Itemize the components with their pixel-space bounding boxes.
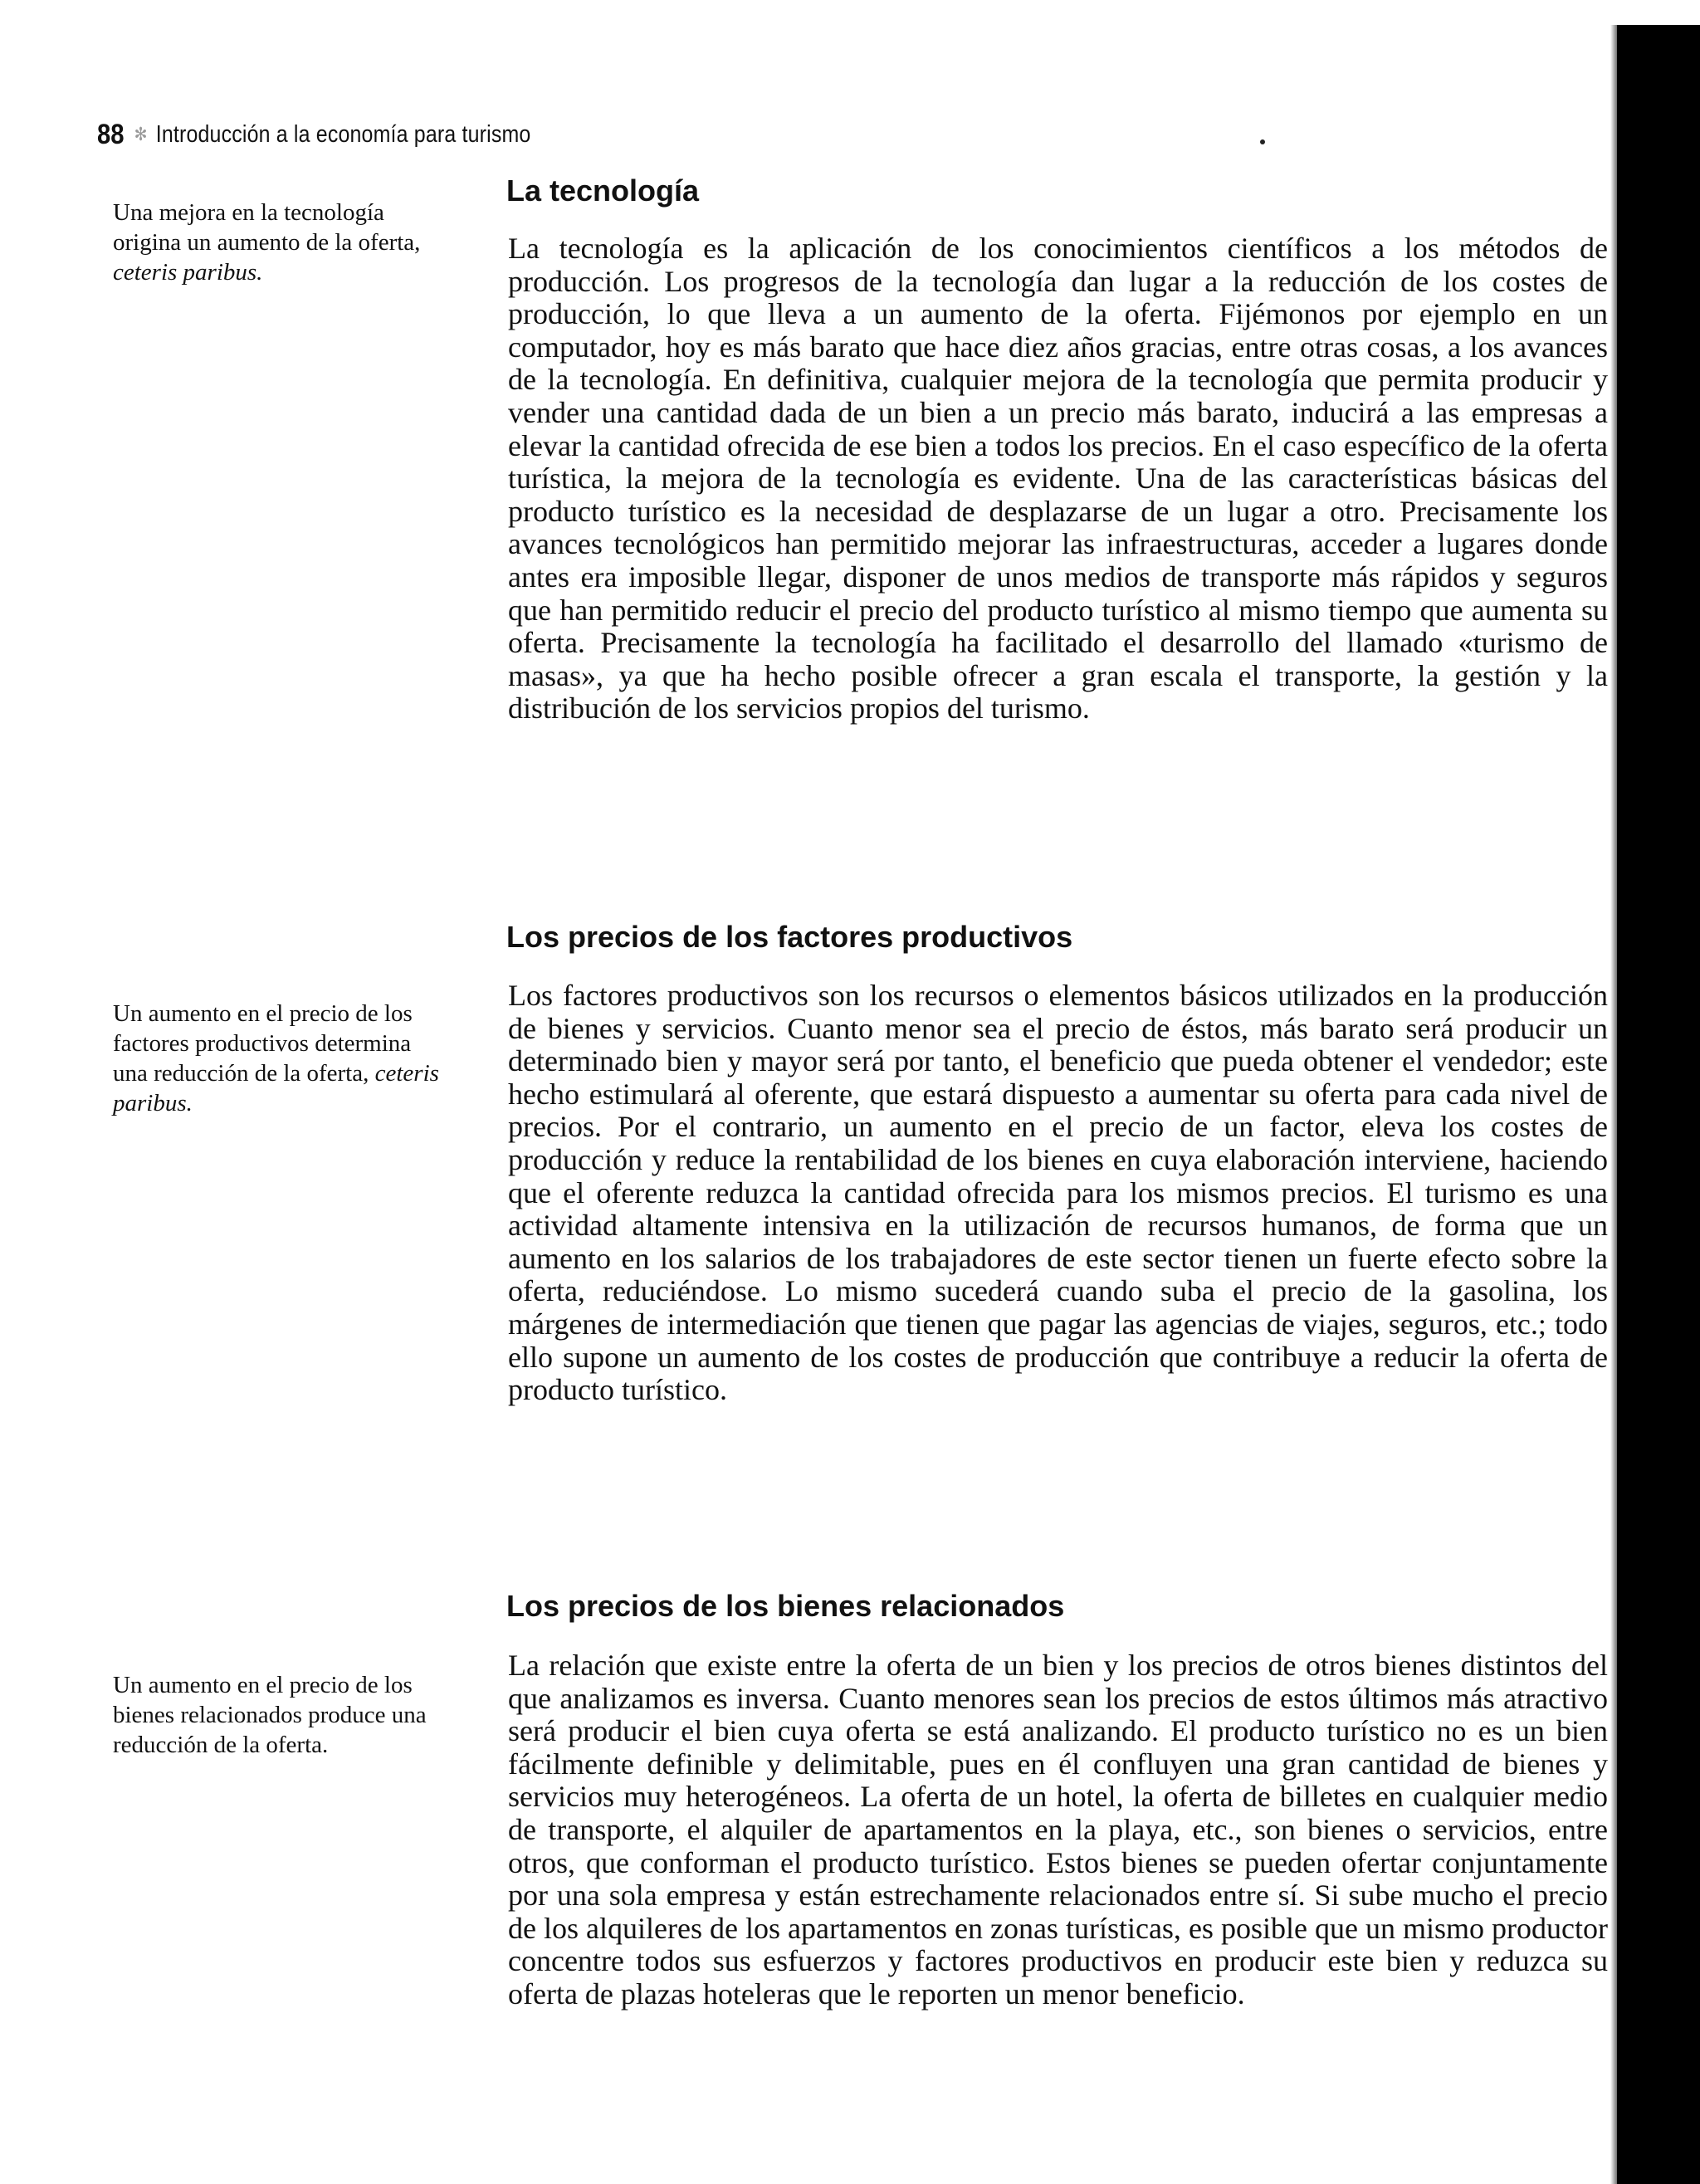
margin-note-text: Un aumento en el precio de los factores productivos determina una reducción de la oferta, bbox=[113, 1000, 413, 1087]
running-header bbox=[97, 116, 530, 153]
margin-note-factor-prices bbox=[113, 999, 445, 1118]
ink-speck bbox=[1260, 139, 1265, 144]
body-paragraph-factor-prices: Los factores productivos son los recursos o elementos básicos utilizados en la producción de bienes y servicios. Cuanto menor sea el precio de éstos, más barato será producir un determinado bien y mayor será por tanto, el beneficio que pueda obtener el vendedor; este hecho estimulará al oferente, que estará dispuesto a aumentar su oferta para cada nivel de precios. Por el contrario, un aumento en el precio de un factor, eleva los costes de producción y reduce la rentabilidad de los bienes en cuya elaboración interviene, haciendo que el oferente reduzca la cantidad ofrecida para los mismos precios. El turismo es una actividad altamente intensiva en la utilización de recursos humanos, de forma que un aumento en los salarios de los trabajadores de este sector tienen un fuerte efecto sobre la oferta, reduciéndose. Lo mismo sucederá cuando suba el precio de la gasolina, los márgenes de intermediación que tienen que pagar las agencias de viajes, seguros, etc.; todo ello supone un aumento de los costes de producción que contribuye a reducir la oferta de producto turístico. bbox=[508, 979, 1608, 1407]
margin-note-italic: ceteris paribus. bbox=[113, 259, 263, 286]
margin-note-text: Una mejora en la tecnología origina un aumento de la oferta, bbox=[113, 199, 421, 256]
margin-note-text: Un aumento en el precio de los bienes relacionados produce una reducción de la oferta. bbox=[113, 1672, 427, 1758]
section-heading-factor-prices: Los precios de los factores productivos bbox=[506, 920, 1073, 954]
section-heading-related-goods: Los precios de los bienes relacionados bbox=[506, 1589, 1065, 1623]
body-paragraph-related-goods: La relación que existe entre la oferta de un bien y los precios de otros bienes distintos del que analizamos es inversa. Cuanto menores sean los precios de estos últimos más atractivo será producir el bien cuya oferta se está analizando. El producto turístico no es un bien fácilmente definible y delimitable, pues en él confluyen una gran cantidad de bienes y servicios muy heterogéneos. La oferta de un hotel, la oferta de billetes en cualquier medio de transporte, el alquiler de apartamentos en la playa, etc., son bienes o servicios, entre otros, que conforman el producto turístico. Estos bienes se pueden ofertar conjuntamente por una sola empresa y están estrechamente relacionados entre sí. Si sube mucho el precio de los alquileres de los apartamentos en zonas turísticas, es posible que un mismo productor concentre todos sus esfuerzos y factores productivos en producir este bien y reduzca su oferta de plazas hoteleras que le reporten un menor beneficio. bbox=[508, 1649, 1608, 2011]
margin-note-italic: ceteris paribus. bbox=[113, 1060, 439, 1116]
margin-note-related-goods bbox=[113, 1670, 445, 1760]
section-heading-technology: La tecnología bbox=[506, 173, 700, 208]
page-number: 88 bbox=[97, 118, 125, 150]
ornament-icon: ✻ bbox=[134, 124, 148, 144]
scan-edge-shadow bbox=[1617, 25, 1700, 2184]
body-paragraph-technology: La tecnología es la aplicación de los conocimientos científicos a los métodos de producción. Los progresos de la tecnología dan lugar a la reducción de los costes de producción, lo que lleva a un aumento de la oferta. Fijémonos por ejemplo en un computador, hoy es más barato que hace diez años gracias, entre otras cosas, a los avances de la tecnología. En definitiva, cualquier mejora de la tecnología que permita producir y vender una cantidad dada de un bien a un precio más barato, inducirá a las empresas a elevar la cantidad ofrecida de ese bien a todos los precios. En el caso específico de la oferta turística, la mejora de la tecnología es evidente. Una de las características básicas del producto turístico es la necesidad de desplazarse de un lugar a otro. Precisamente los avances tecnológicos han permitido mejorar las infraestructuras, acceder a lugares donde antes era imposible llegar, disponer de unos medios de transporte más rápidos y seguros que han permitido reducir el precio del producto turístico al mismo tiempo que aumenta su oferta. Precisamente la tecnología ha facilitado el desarrollo del llamado «turismo de masas», ya que ha hecho posible ofrecer a gran escala el transporte, la gestión y la distribución de los servicios propios del turismo. bbox=[508, 232, 1608, 726]
margin-note-technology bbox=[113, 198, 445, 287]
book-title: Introducción a la economía para turismo bbox=[155, 120, 531, 148]
